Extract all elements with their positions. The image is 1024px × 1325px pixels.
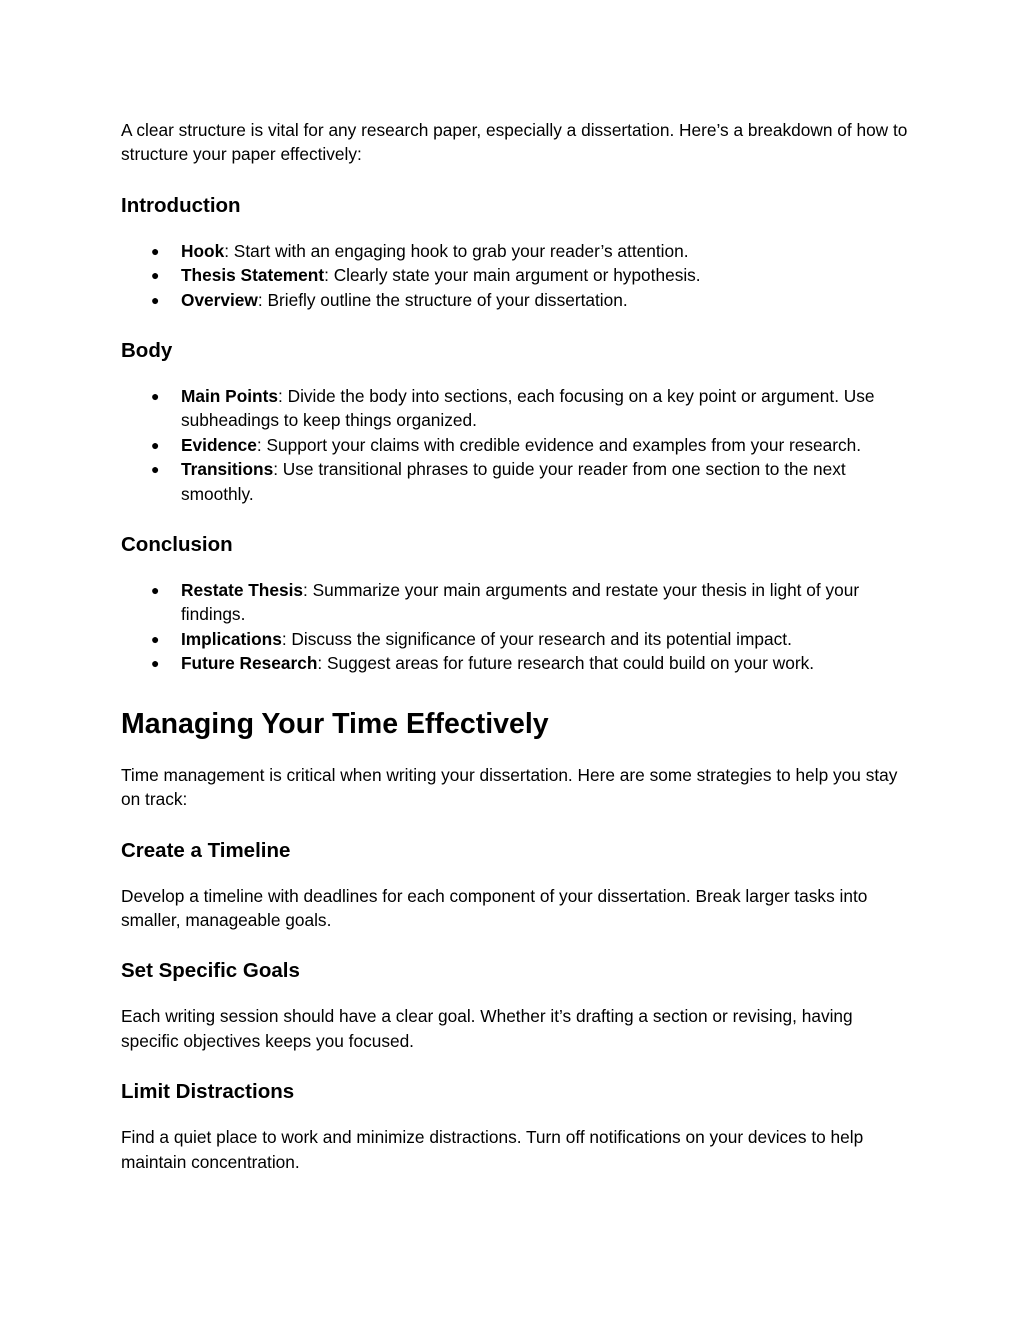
list-item [121, 627, 911, 651]
bullet-icon: ● [151, 291, 160, 308]
list-item-term: Overview [181, 289, 258, 310]
bullet-icon: ● [151, 582, 160, 599]
list-item [121, 263, 911, 287]
time-management-intro: Time management is critical when writing your dissertation. Here are some strategies to help you stay on track: [121, 764, 898, 810]
conclusion-heading: Conclusion [121, 533, 233, 557]
list-item-text: : Use transitional phrases to guide your reader from one section to the next smoothly. [181, 459, 846, 504]
list-item-text: : Discuss the significance of your research and its potential impact. [281, 628, 792, 649]
body-list [121, 384, 911, 506]
list-item-term: Implications [181, 628, 282, 649]
list-item-term: Main Points [181, 386, 278, 407]
list-item-text: : Summarize your main arguments and restate your thesis in light of your findings. [181, 580, 860, 625]
list-item [121, 239, 911, 263]
list-item-term: Transitions [181, 459, 274, 480]
list-item [121, 288, 911, 312]
document-page [121, 118, 911, 1174]
bullet-icon: ● [151, 461, 160, 478]
distractions-heading: Limit Distractions [121, 1080, 295, 1104]
bullet-icon: ● [151, 388, 160, 405]
introduction-heading: Introduction [121, 193, 241, 217]
bullet-icon: ● [151, 655, 160, 672]
list-item-term: Thesis Statement [181, 265, 325, 286]
bullet-icon: ● [151, 267, 160, 284]
list-item-text: : Clearly state your main argument or hypothesis. [324, 265, 701, 286]
bullet-icon: ● [151, 242, 160, 259]
list-item [121, 578, 911, 627]
list-item [121, 651, 911, 675]
list-item-text: : Briefly outline the structure of your dissertation. [257, 289, 628, 310]
time-management-heading: Managing Your Time Effectively [121, 707, 549, 740]
list-item-text: : Divide the body into sections, each focusing on a key point or argument. Use subheadings to keep things organized. [181, 386, 875, 431]
timeline-heading: Create a Timeline [121, 838, 291, 862]
introduction-list [121, 239, 911, 312]
distractions-paragraph: Find a quiet place to work and minimize distractions. Turn off notifications on your devices to help maintain concentration. [121, 1127, 864, 1172]
list-item [121, 457, 911, 506]
bullet-icon: ● [151, 436, 160, 453]
timeline-paragraph: Develop a timeline with deadlines for each component of your dissertation. Break larger tasks into smaller, manageable goals. [121, 885, 868, 930]
list-item-text: : Support your claims with credible evidence and examples from your research. [256, 434, 862, 455]
bullet-icon: ● [151, 630, 160, 647]
list-item-text: : Start with an engaging hook to grab your reader’s attention. [224, 240, 689, 261]
list-item [121, 433, 911, 457]
list-item-term: Evidence [181, 434, 257, 455]
list-item-text: : Suggest areas for future research that could build on your work. [317, 653, 815, 674]
intro-paragraph: A clear structure is vital for any research paper, especially a dissertation. Here’s a breakdown of how to structure your paper effectively: [121, 120, 908, 165]
list-item-term: Hook [181, 240, 225, 261]
conclusion-list [121, 578, 911, 676]
goals-paragraph: Each writing session should have a clear goal. Whether it’s drafting a section or revising, having specific objectives keeps you focused. [121, 1006, 853, 1051]
list-item-term: Restate Thesis [181, 580, 303, 601]
list-item [121, 384, 911, 433]
body-heading: Body [121, 339, 173, 363]
goals-heading: Set Specific Goals [121, 959, 300, 983]
list-item-term: Future Research [181, 653, 318, 674]
